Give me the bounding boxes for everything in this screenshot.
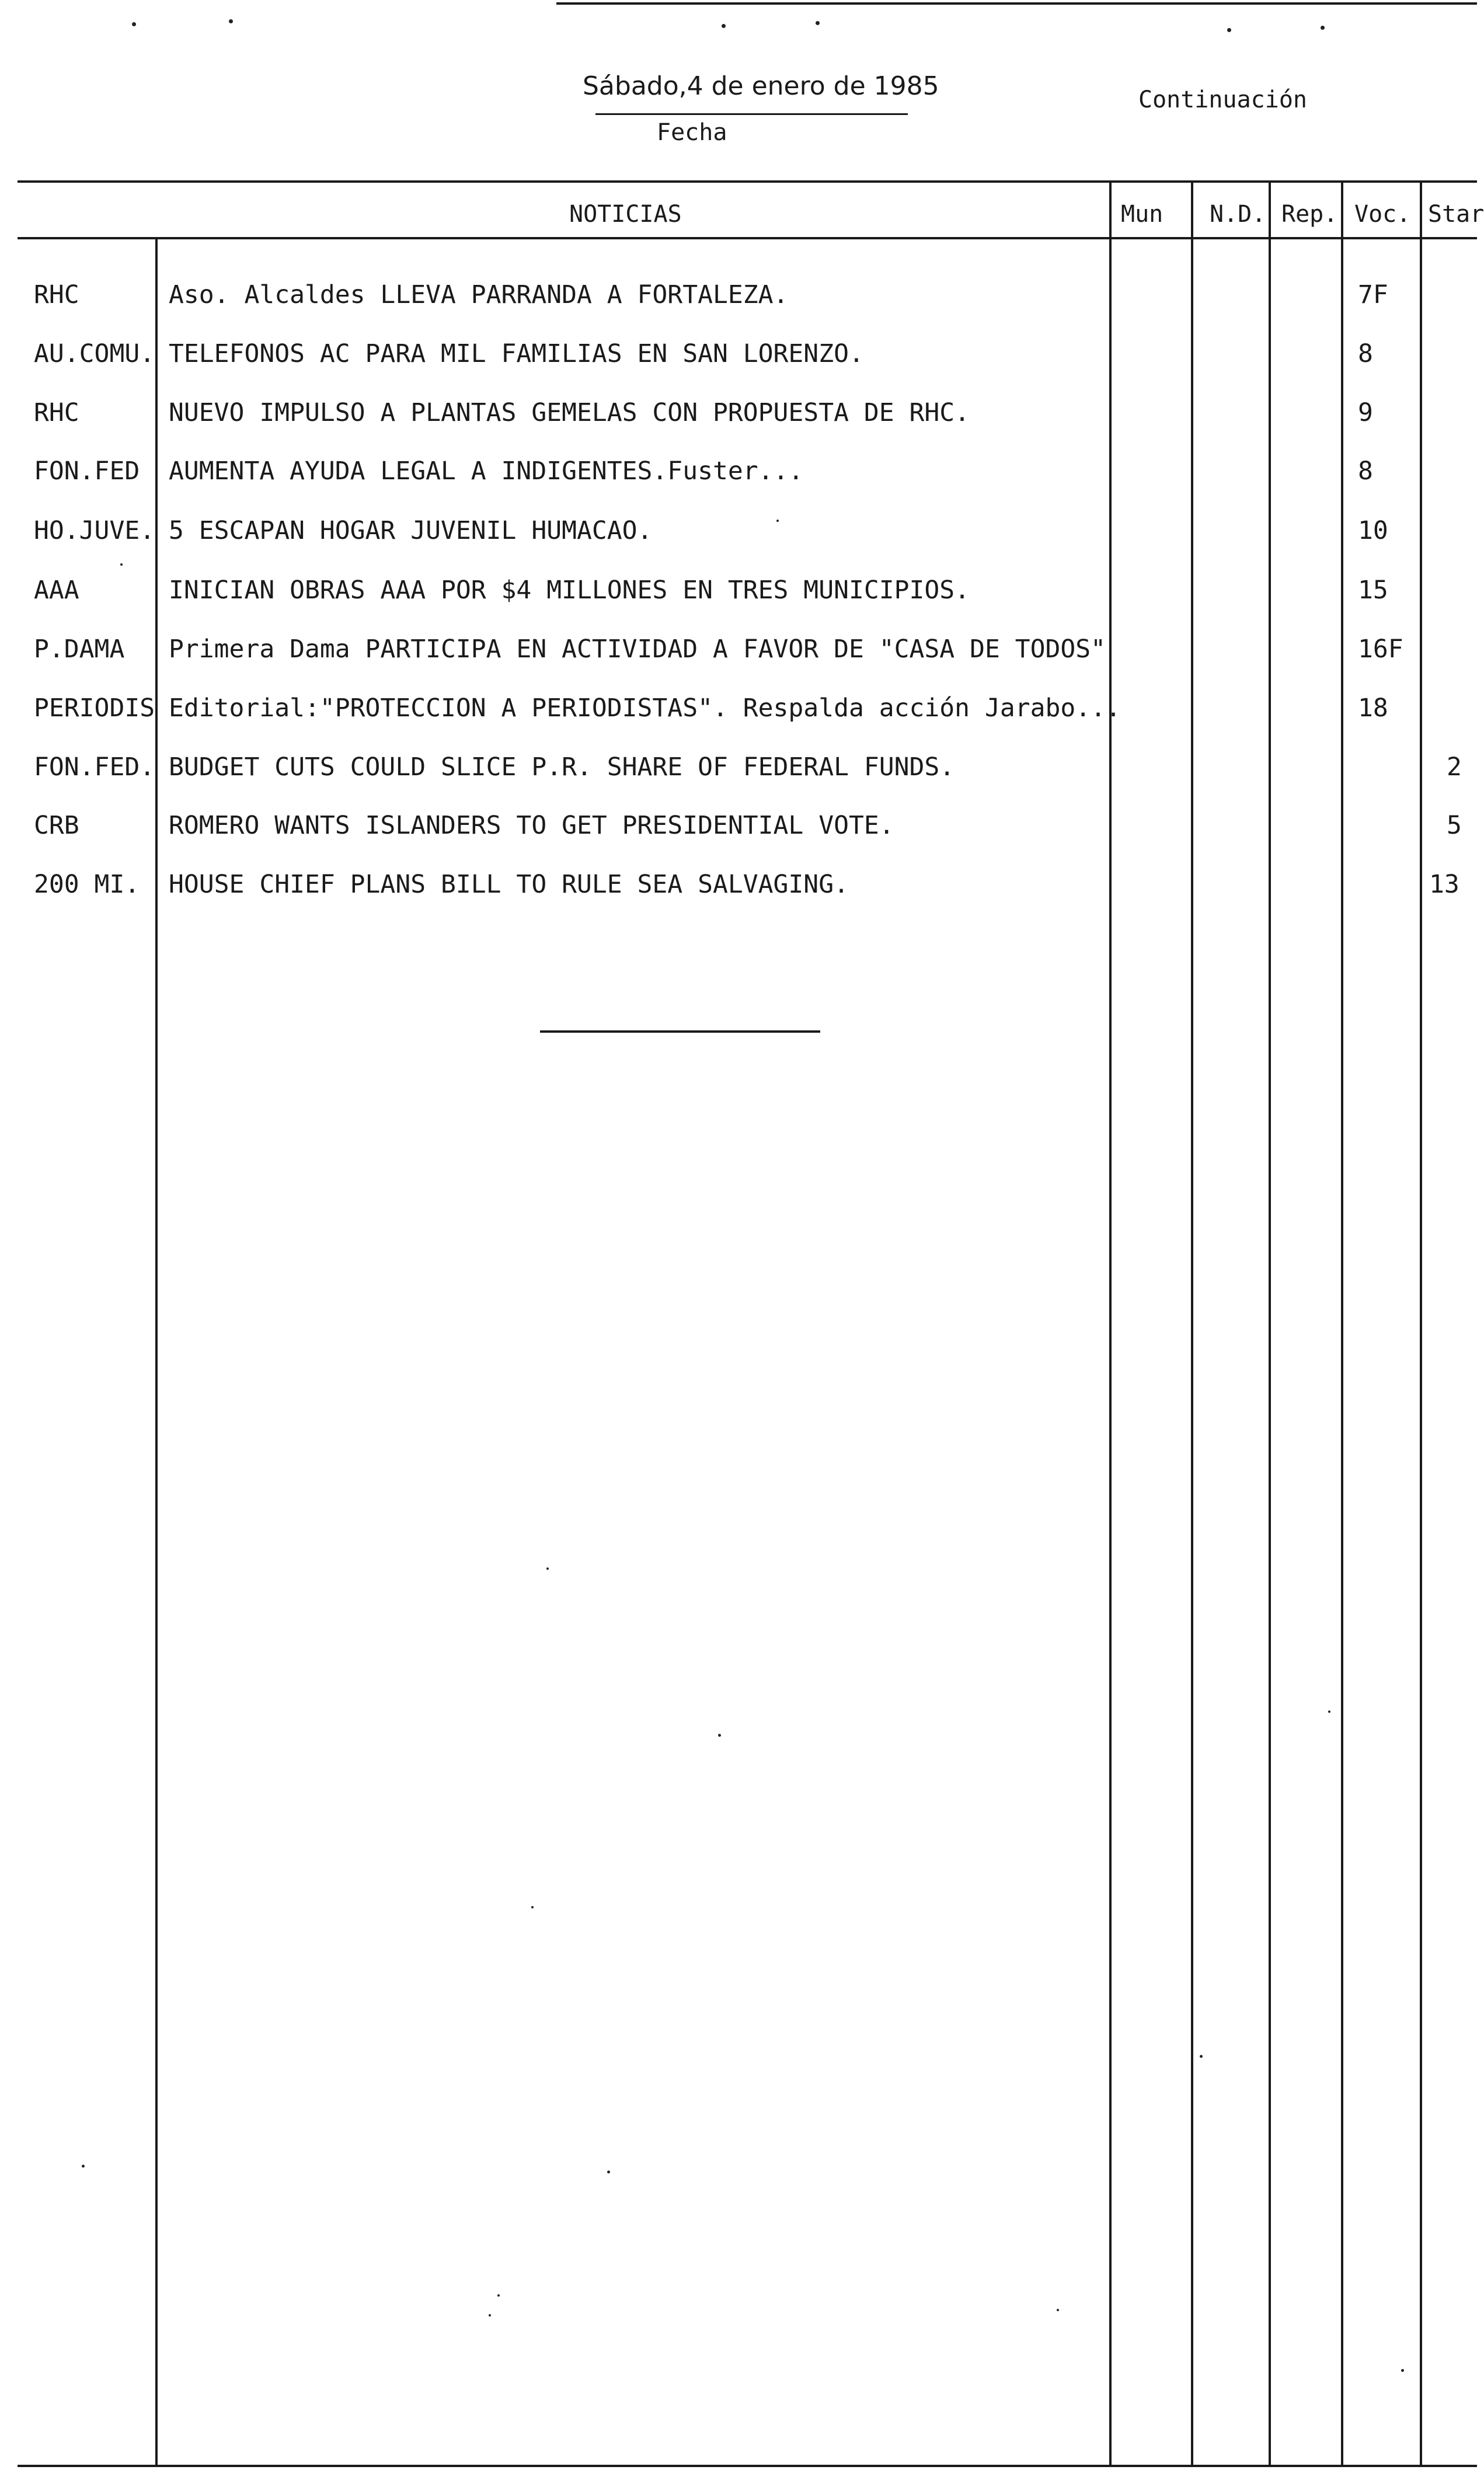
- row-code: AU.COMU.: [34, 339, 155, 368]
- row-headline: 5 ESCAPAN HOGAR JUVENIL HUMACAO.: [169, 516, 653, 545]
- column-header-noticias: NOTICIAS: [569, 201, 682, 228]
- row-headline: NUEVO IMPULSO A PLANTAS GEMELAS CON PROPUESTA DE RHC.: [169, 398, 970, 427]
- row-voc-page: 16F: [1358, 635, 1403, 664]
- column-header-voc: Voc.: [1354, 201, 1411, 228]
- row-voc-page: 7F: [1358, 280, 1388, 309]
- row-8: [0, 755, 1477, 813]
- row-code: CRB: [34, 811, 79, 840]
- row-code: FON.FED.: [34, 753, 155, 782]
- column-header-star: [1428, 201, 1484, 228]
- scan-speck: [120, 563, 123, 566]
- top-edge-line: [556, 2, 1477, 5]
- row-code: AAA: [34, 576, 79, 605]
- scan-speck: [1057, 2309, 1059, 2311]
- table-bottom-rule: [18, 2465, 1477, 2467]
- row-star-page: 2: [1447, 753, 1462, 782]
- date-underline: [595, 113, 908, 115]
- row-headline: BUDGET CUTS COULD SLICE P.R. SHARE OF FEDERAL FUNDS.: [169, 753, 955, 782]
- table-header-rule: [18, 237, 1477, 239]
- row-code: RHC: [34, 280, 79, 309]
- scan-speck: [132, 22, 136, 26]
- scan-speck: [546, 1567, 549, 1570]
- scan-speck: [1401, 2369, 1404, 2372]
- scan-speck: [816, 21, 820, 25]
- row-4: [0, 518, 1477, 577]
- report-date: Sábado,4 de enero de 1985: [583, 71, 939, 101]
- row-star-page: 13: [1429, 870, 1459, 899]
- row-code: P.DAMA: [34, 635, 125, 664]
- scan-speck: [718, 1734, 721, 1737]
- row-1: [0, 339, 1477, 400]
- table-top-rule: [18, 180, 1477, 183]
- row-7: [0, 696, 1477, 754]
- row-code: HO.JUVE.: [34, 516, 155, 545]
- row-voc-page: 18: [1358, 694, 1388, 723]
- row-headline: HOUSE CHIEF PLANS BILL TO RULE SEA SALVAGING.: [169, 870, 849, 899]
- scan-speck: [489, 2314, 491, 2316]
- column-header-star-text: Star: [1428, 201, 1484, 228]
- row-code: PERIODIS: [34, 694, 155, 723]
- scan-speck: [531, 1906, 534, 1908]
- scan-speck: [776, 520, 779, 522]
- row-6: [0, 637, 1477, 695]
- end-of-list-rule: [540, 1030, 820, 1033]
- row-voc-page: 8: [1358, 457, 1373, 486]
- row-voc-page: 9: [1358, 398, 1373, 427]
- scan-speck: [82, 2165, 85, 2168]
- row-10: [0, 872, 1477, 931]
- row-headline: INICIAN OBRAS AAA POR $4 MILLONES EN TRES MUNICIPIOS.: [169, 576, 970, 605]
- row-voc-page: 8: [1358, 339, 1373, 368]
- row-headline: AUMENTA AYUDA LEGAL A INDIGENTES.Fuster...: [169, 457, 804, 486]
- row-5: [0, 578, 1477, 636]
- scan-speck: [607, 2171, 610, 2173]
- row-3: [0, 459, 1477, 517]
- scan-speck: [1321, 26, 1325, 30]
- row-code: 200 MI.: [34, 870, 140, 899]
- row-9: [0, 813, 1477, 872]
- scan-speck: [1227, 28, 1231, 32]
- row-headline: Editorial:"PROTECCION A PERIODISTAS". Respalda acción Jarabo...: [169, 694, 1121, 723]
- scan-speck: [722, 24, 726, 28]
- scan-speck: [229, 19, 233, 23]
- row-2: [0, 400, 1477, 459]
- row-star-page: 5: [1447, 811, 1462, 840]
- column-header-rep: Rep.: [1281, 201, 1338, 228]
- row-code: FON.FED: [34, 457, 140, 486]
- row-headline: TELEFONOS AC PARA MIL FAMILIAS EN SAN LORENZO.: [169, 339, 864, 368]
- row-voc-page: 15: [1358, 576, 1388, 605]
- scan-speck: [497, 2294, 500, 2297]
- scan-speck: [1328, 1710, 1330, 1713]
- scan-speck: [1200, 2055, 1203, 2058]
- row-headline: Primera Dama PARTICIPA EN ACTIVIDAD A FAVOR DE "CASA DE TODOS": [169, 635, 1106, 664]
- continuation-label: Continuación: [1138, 86, 1307, 113]
- column-header-mun: Mun: [1121, 201, 1163, 228]
- row-headline: ROMERO WANTS ISLANDERS TO GET PRESIDENTIAL VOTE.: [169, 811, 894, 840]
- date-caption: Fecha: [657, 119, 727, 146]
- row-code: RHC: [34, 398, 79, 427]
- row-headline: Aso. Alcaldes LLEVA PARRANDA A FORTALEZA.: [169, 280, 789, 309]
- column-header-nd: N.D.: [1210, 201, 1266, 228]
- row-voc-page: 10: [1358, 516, 1388, 545]
- row-0: [0, 280, 1477, 341]
